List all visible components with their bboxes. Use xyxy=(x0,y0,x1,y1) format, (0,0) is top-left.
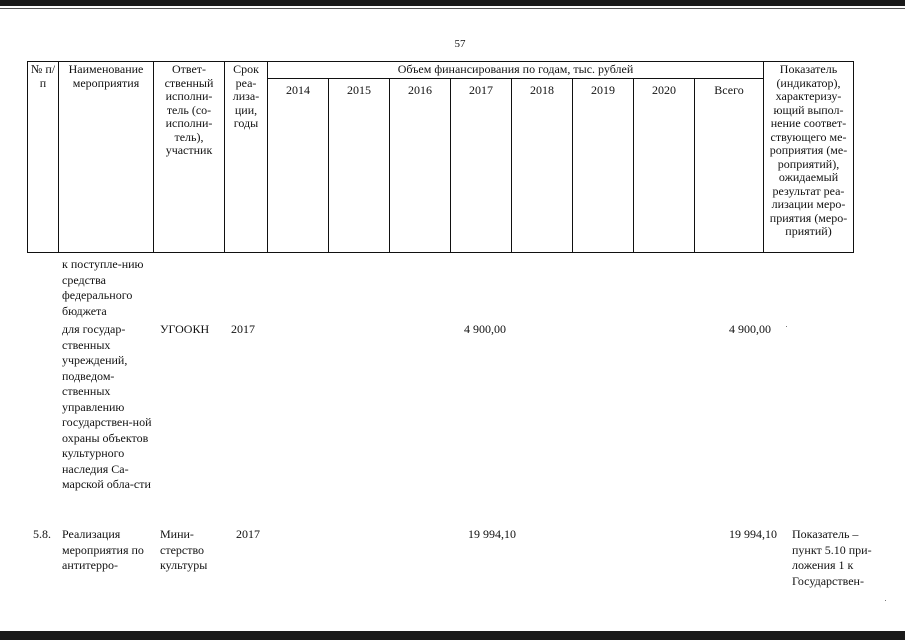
row-3-indicator: Показатель – пункт 5.10 при-ложения 1 к Государствен- xyxy=(792,527,872,588)
header-year-2014: 2014 xyxy=(268,79,329,253)
header-year-2016: 2016 xyxy=(390,79,451,253)
header-year-2015: 2015 xyxy=(329,79,390,253)
scan-border-top xyxy=(0,0,905,6)
page-number: 57 xyxy=(454,38,466,50)
row-2-value-2017: 4 900,00 xyxy=(464,322,506,336)
row-3-name: Реализация мероприятия по антитерро- xyxy=(62,527,144,572)
header-total: Всего xyxy=(695,79,764,253)
header-term: Срок реа-лиза-ции, годы xyxy=(225,62,268,253)
row-3-value-2017: 19 994,10 xyxy=(468,527,516,541)
header-indicator: Показатель (индикатор), характеризу-ющий выпол-нение соответ-ствующего ме-роприятия (ме-роприятий), ожидаемый результат реа-лизации меро-приятия (меро-приятий) xyxy=(764,62,854,253)
row-2-responsible: УГООКН xyxy=(160,322,210,336)
header-year-2017: 2017 xyxy=(451,79,512,253)
scan-border-bottom xyxy=(0,631,905,640)
header-num: № п/п xyxy=(28,62,59,253)
row-2-term: 2017 xyxy=(231,322,255,336)
header-year-2020: 2020 xyxy=(634,79,695,253)
row-3-total: 19 994,10 xyxy=(729,527,777,541)
header-name: Наименование мероприятия xyxy=(59,62,154,253)
row-1-name: к поступле-нию средства федерального бюджета xyxy=(62,257,144,318)
scan-speck xyxy=(786,326,787,327)
row-3-responsible: Мини-стерство культуры xyxy=(160,527,208,572)
header-responsible: Ответ-ственный исполни-тель (со-исполни-тель), участник xyxy=(154,62,225,253)
row-2-total: 4 900,00 xyxy=(729,322,771,336)
row-2-name: для государ-ственных учреждений, подведом-ственных управлению государствен-ной охраны объектов культурного наследия Са-марской обла-сти xyxy=(62,322,152,491)
header-year-2019: 2019 xyxy=(573,79,634,253)
financing-table-header xyxy=(27,61,854,253)
header-year-2018: 2018 xyxy=(512,79,573,253)
scan-line-top xyxy=(0,8,905,9)
header-financing: Объем финансирования по годам, тыс. рублей xyxy=(268,62,764,79)
row-3-num: 5.8. xyxy=(33,527,51,541)
scan-speck xyxy=(885,600,886,601)
row-3-term: 2017 xyxy=(236,527,260,541)
